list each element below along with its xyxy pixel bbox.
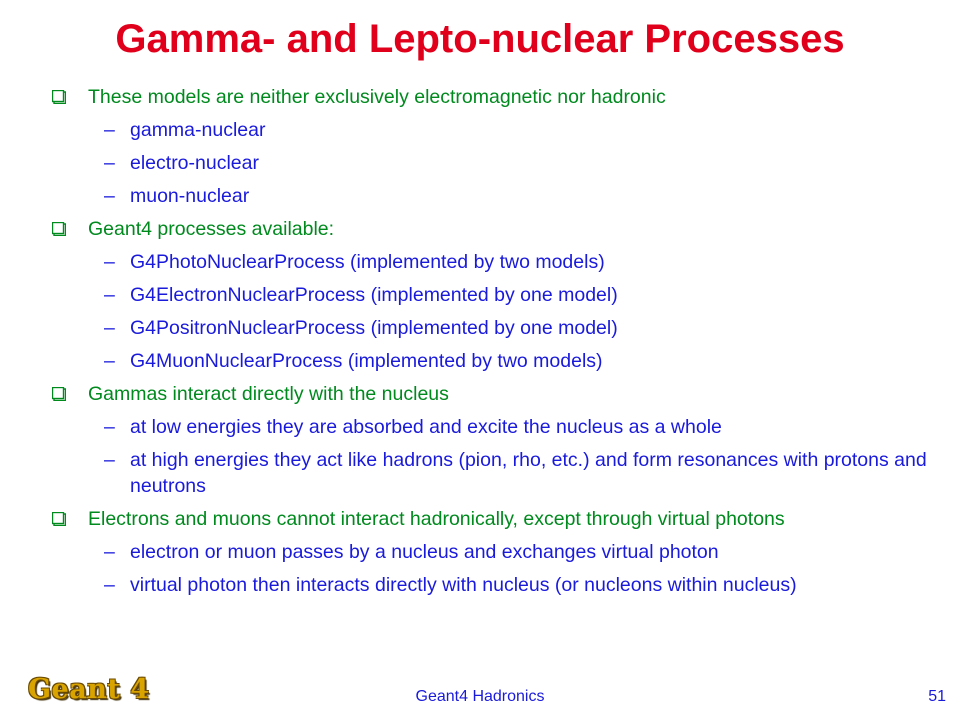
dash-marker: – [104, 416, 115, 438]
sub-bullet-text: electron or muon passes by a nucleus and exchanges virtual photon [130, 541, 719, 563]
sub-bullet [50, 282, 930, 308]
checkbox-bullet-icon [52, 222, 66, 236]
sub-bullet [50, 183, 930, 209]
footer-title: Geant4 Hadronics [415, 688, 545, 705]
checkbox-bullet-icon [52, 512, 66, 526]
bullet-point [50, 381, 930, 407]
sub-bullet-text: G4PositronNuclearProcess (implemented by one model) [130, 317, 618, 339]
sub-bullet [50, 447, 930, 499]
sub-bullet-text: G4ElectronNuclearProcess (implemented by one model) [130, 284, 618, 306]
checkbox-bullet-icon [52, 90, 66, 104]
dash-marker: – [104, 449, 115, 471]
page-number: 51 [928, 688, 946, 705]
dash-marker: – [104, 185, 115, 207]
sub-bullet-text: electro-nuclear [130, 152, 259, 174]
dash-marker: – [104, 284, 115, 306]
bullet-point [50, 216, 930, 242]
dash-marker: – [104, 541, 115, 563]
bullet-text: Electrons and muons cannot interact hadronically, except through virtual photons [88, 508, 785, 530]
sub-bullet [50, 348, 930, 374]
sub-bullet [50, 539, 930, 565]
sub-bullet [50, 572, 930, 598]
bullet-text: Gammas interact directly with the nucleus [88, 383, 449, 405]
sub-bullet-text: G4MuonNuclearProcess (implemented by two models) [130, 350, 603, 372]
dash-marker: – [104, 317, 115, 339]
slide-content [50, 84, 930, 598]
dash-marker: – [104, 350, 115, 372]
geant4-logo: Geant 4 [28, 674, 150, 705]
bullet-point [50, 84, 930, 110]
checkbox-bullet-icon [52, 387, 66, 401]
dash-marker: – [104, 152, 115, 174]
sub-bullet-text: at low energies they are absorbed and excite the nucleus as a whole [130, 416, 722, 438]
sub-bullet [50, 117, 930, 143]
sub-bullet-text: muon-nuclear [130, 185, 250, 207]
dash-marker: – [104, 119, 115, 141]
sub-bullet [50, 150, 930, 176]
bullet-text: Geant4 processes available: [88, 218, 335, 240]
bullet-point [50, 506, 930, 532]
dash-marker: – [104, 574, 115, 596]
sub-bullet [50, 249, 930, 275]
slide-title: Gamma- and Lepto-nuclear Processes [115, 17, 845, 61]
dash-marker: – [104, 251, 115, 273]
bullet-text: These models are neither exclusively electromagnetic nor hadronic [88, 86, 666, 108]
sub-bullet-text: virtual photon then interacts directly with nucleus (or nucleons within nucleus) [130, 574, 797, 596]
sub-bullet-text: G4PhotoNuclearProcess (implemented by two models) [130, 251, 605, 273]
sub-bullet [50, 414, 930, 440]
sub-bullet-text: gamma-nuclear [130, 119, 266, 141]
sub-bullet [50, 315, 930, 341]
sub-bullet-text: at high energies they act like hadrons (pion, rho, etc.) and form resonances with protons and neutrons [130, 449, 927, 497]
